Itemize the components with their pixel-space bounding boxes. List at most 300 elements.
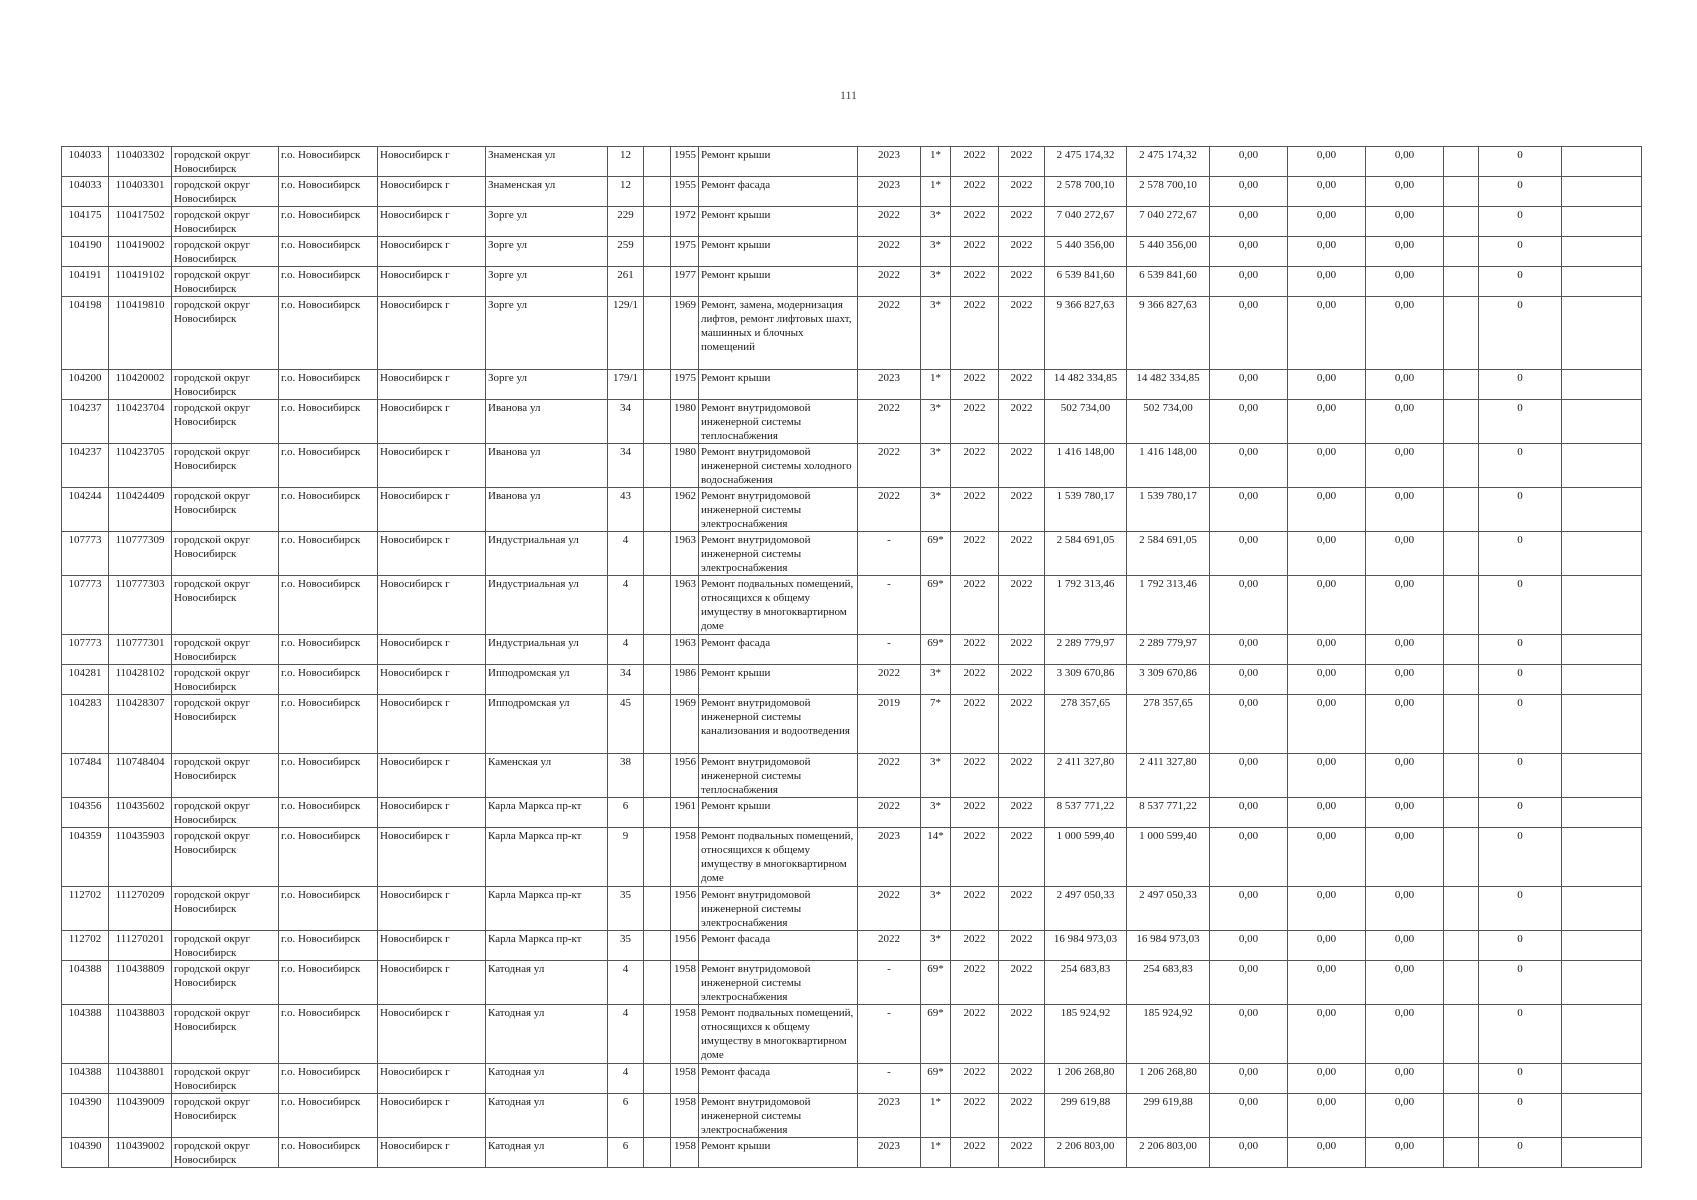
- cell-municipality: городской округ Новосибирск: [172, 237, 279, 267]
- cell-previous-year: 2022: [858, 931, 921, 961]
- cell-amount-3: 0,00: [1366, 1094, 1444, 1138]
- cell-amount-3: 0,00: [1366, 665, 1444, 695]
- cell-plan-year-from: 2022: [951, 297, 999, 370]
- cell-year-built: 1980: [671, 444, 699, 488]
- cell-street: Зорге ул: [486, 297, 608, 370]
- table-row: [62, 754, 1642, 798]
- cell-cost-total: 2 411 327,80: [1045, 754, 1127, 798]
- cell-building: [644, 576, 671, 635]
- cell-street: Карла Маркса пр-кт: [486, 887, 608, 931]
- cell-reason-code: 1*: [921, 1094, 951, 1138]
- cell-municipal-entity: г.о. Новосибирск: [279, 177, 378, 207]
- table-row: [62, 444, 1642, 488]
- cell-building: [644, 635, 671, 665]
- cell-year-built: 1986: [671, 665, 699, 695]
- cell-municipality: городской округ Новосибирск: [172, 444, 279, 488]
- cell-reason-code: 69*: [921, 1064, 951, 1094]
- cell-plan-year-from: 2022: [951, 665, 999, 695]
- cell-house-number: 12: [608, 177, 644, 207]
- table-row: [62, 532, 1642, 576]
- cell-plan-year-to: 2022: [999, 207, 1045, 237]
- cell-amount-3: 0,00: [1366, 931, 1444, 961]
- cell-object-id: 104244: [62, 488, 109, 532]
- cell-city: Новосибирск г: [378, 267, 486, 297]
- cell-amount-3: 0,00: [1366, 695, 1444, 754]
- cell-amount-5: 0: [1479, 1138, 1562, 1168]
- cell-city: Новосибирск г: [378, 147, 486, 177]
- cell-plan-year-to: 2022: [999, 635, 1045, 665]
- cell-year-built: 1958: [671, 1005, 699, 1064]
- cell-house-number: 4: [608, 532, 644, 576]
- cell-amount-6: [1562, 1138, 1642, 1168]
- cell-building: [644, 1138, 671, 1168]
- cell-amount-2: 0,00: [1288, 532, 1366, 576]
- cell-cost-fund: 5 440 356,00: [1127, 237, 1210, 267]
- cell-cost-fund: 1 792 313,46: [1127, 576, 1210, 635]
- cell-amount-3: 0,00: [1366, 576, 1444, 635]
- cell-plan-year-from: 2022: [951, 444, 999, 488]
- cell-cost-total: 1 206 268,80: [1045, 1064, 1127, 1094]
- cell-city: Новосибирск г: [378, 665, 486, 695]
- cell-previous-year: 2022: [858, 665, 921, 695]
- cell-municipal-entity: г.о. Новосибирск: [279, 1005, 378, 1064]
- cell-amount-4: [1444, 488, 1479, 532]
- cell-building: [644, 297, 671, 370]
- cell-house-number: 4: [608, 1005, 644, 1064]
- cell-building: [644, 400, 671, 444]
- cell-amount-6: [1562, 828, 1642, 887]
- cell-cost-total: 1 539 780,17: [1045, 488, 1127, 532]
- cell-year-built: 1963: [671, 635, 699, 665]
- cell-municipal-entity: г.о. Новосибирск: [279, 400, 378, 444]
- cell-plan-year-to: 2022: [999, 754, 1045, 798]
- cell-year-built: 1969: [671, 297, 699, 370]
- cell-year-built: 1975: [671, 237, 699, 267]
- cell-plan-year-from: 2022: [951, 754, 999, 798]
- cell-amount-2: 0,00: [1288, 665, 1366, 695]
- cell-street: Зорге ул: [486, 267, 608, 297]
- cell-work-code: 110777309: [109, 532, 172, 576]
- cell-amount-2: 0,00: [1288, 1138, 1366, 1168]
- cell-house-number: 43: [608, 488, 644, 532]
- cell-work-type: Ремонт фасада: [699, 1064, 858, 1094]
- cell-work-type: Ремонт фасада: [699, 177, 858, 207]
- cell-amount-4: [1444, 237, 1479, 267]
- cell-city: Новосибирск г: [378, 370, 486, 400]
- cell-building: [644, 1005, 671, 1064]
- cell-amount-2: 0,00: [1288, 961, 1366, 1005]
- cell-amount-3: 0,00: [1366, 532, 1444, 576]
- cell-work-type: Ремонт внутридомовой инженерной системы электроснабжения: [699, 961, 858, 1005]
- cell-street: Катодная ул: [486, 1094, 608, 1138]
- cell-municipality: городской округ Новосибирск: [172, 177, 279, 207]
- cell-previous-year: -: [858, 532, 921, 576]
- cell-municipal-entity: г.о. Новосибирск: [279, 444, 378, 488]
- cell-amount-5: 0: [1479, 237, 1562, 267]
- table-body: [62, 147, 1642, 1168]
- cell-plan-year-to: 2022: [999, 267, 1045, 297]
- cell-cost-fund: 8 537 771,22: [1127, 798, 1210, 828]
- cell-amount-1: 0,00: [1210, 961, 1288, 1005]
- cell-municipality: городской округ Новосибирск: [172, 1094, 279, 1138]
- cell-building: [644, 828, 671, 887]
- cell-year-built: 1961: [671, 798, 699, 828]
- cell-work-type: Ремонт внутридомовой инженерной системы электроснабжения: [699, 1094, 858, 1138]
- cell-plan-year-to: 2022: [999, 1094, 1045, 1138]
- cell-previous-year: -: [858, 961, 921, 1005]
- cell-municipality: городской округ Новосибирск: [172, 400, 279, 444]
- cell-work-code: 110417502: [109, 207, 172, 237]
- cell-work-type: Ремонт крыши: [699, 665, 858, 695]
- cell-amount-5: 0: [1479, 1005, 1562, 1064]
- cell-object-id: 104388: [62, 1005, 109, 1064]
- cell-amount-1: 0,00: [1210, 237, 1288, 267]
- cell-amount-5: 0: [1479, 1094, 1562, 1138]
- cell-street: Карла Маркса пр-кт: [486, 828, 608, 887]
- cell-cost-fund: 278 357,65: [1127, 695, 1210, 754]
- cell-amount-3: 0,00: [1366, 237, 1444, 267]
- cell-cost-total: 6 539 841,60: [1045, 267, 1127, 297]
- cell-municipal-entity: г.о. Новосибирск: [279, 267, 378, 297]
- cell-reason-code: 1*: [921, 177, 951, 207]
- cell-amount-1: 0,00: [1210, 532, 1288, 576]
- cell-amount-6: [1562, 400, 1642, 444]
- cell-reason-code: 3*: [921, 400, 951, 444]
- cell-previous-year: -: [858, 576, 921, 635]
- table-row: [62, 1138, 1642, 1168]
- cell-amount-1: 0,00: [1210, 400, 1288, 444]
- table-row: [62, 370, 1642, 400]
- cell-house-number: 4: [608, 1064, 644, 1094]
- cell-building: [644, 798, 671, 828]
- cell-street: Карла Маркса пр-кт: [486, 798, 608, 828]
- cell-reason-code: 3*: [921, 444, 951, 488]
- cell-plan-year-to: 2022: [999, 297, 1045, 370]
- cell-amount-6: [1562, 532, 1642, 576]
- cell-amount-3: 0,00: [1366, 370, 1444, 400]
- table-row: [62, 931, 1642, 961]
- cell-amount-6: [1562, 297, 1642, 370]
- cell-municipal-entity: г.о. Новосибирск: [279, 237, 378, 267]
- cell-street: Ипподромская ул: [486, 665, 608, 695]
- cell-building: [644, 1064, 671, 1094]
- cell-plan-year-from: 2022: [951, 1005, 999, 1064]
- cell-amount-1: 0,00: [1210, 931, 1288, 961]
- cell-year-built: 1958: [671, 828, 699, 887]
- cell-plan-year-to: 2022: [999, 400, 1045, 444]
- cell-house-number: 6: [608, 1094, 644, 1138]
- cell-amount-3: 0,00: [1366, 828, 1444, 887]
- cell-previous-year: -: [858, 1005, 921, 1064]
- cell-amount-6: [1562, 177, 1642, 207]
- cell-city: Новосибирск г: [378, 798, 486, 828]
- cell-amount-3: 0,00: [1366, 147, 1444, 177]
- cell-amount-2: 0,00: [1288, 635, 1366, 665]
- cell-building: [644, 488, 671, 532]
- table-row: [62, 576, 1642, 635]
- cell-amount-6: [1562, 961, 1642, 1005]
- table-row: [62, 207, 1642, 237]
- cell-object-id: 112702: [62, 931, 109, 961]
- cell-object-id: 107484: [62, 754, 109, 798]
- cell-street: Знаменская ул: [486, 147, 608, 177]
- cell-municipality: городской округ Новосибирск: [172, 635, 279, 665]
- cell-house-number: 129/1: [608, 297, 644, 370]
- cell-municipality: городской округ Новосибирск: [172, 961, 279, 1005]
- cell-reason-code: 3*: [921, 931, 951, 961]
- cell-work-type: Ремонт фасада: [699, 635, 858, 665]
- cell-object-id: 104175: [62, 207, 109, 237]
- cell-plan-year-from: 2022: [951, 1094, 999, 1138]
- cell-work-type: Ремонт крыши: [699, 147, 858, 177]
- cell-amount-6: [1562, 1005, 1642, 1064]
- cell-previous-year: 2022: [858, 488, 921, 532]
- cell-municipality: городской округ Новосибирск: [172, 1064, 279, 1094]
- cell-municipal-entity: г.о. Новосибирск: [279, 828, 378, 887]
- cell-city: Новосибирск г: [378, 961, 486, 1005]
- cell-house-number: 261: [608, 267, 644, 297]
- cell-plan-year-to: 2022: [999, 177, 1045, 207]
- cell-city: Новосибирск г: [378, 207, 486, 237]
- cell-municipal-entity: г.о. Новосибирск: [279, 961, 378, 1005]
- cell-amount-2: 0,00: [1288, 267, 1366, 297]
- cell-amount-5: 0: [1479, 297, 1562, 370]
- cell-plan-year-from: 2022: [951, 798, 999, 828]
- cell-plan-year-from: 2022: [951, 887, 999, 931]
- cell-year-built: 1977: [671, 267, 699, 297]
- cell-building: [644, 754, 671, 798]
- cell-work-type: Ремонт крыши: [699, 207, 858, 237]
- cell-amount-6: [1562, 635, 1642, 665]
- cell-plan-year-from: 2022: [951, 237, 999, 267]
- cell-city: Новосибирск г: [378, 297, 486, 370]
- cell-plan-year-from: 2022: [951, 488, 999, 532]
- cell-year-built: 1956: [671, 887, 699, 931]
- cell-year-built: 1955: [671, 147, 699, 177]
- cell-house-number: 34: [608, 665, 644, 695]
- cell-plan-year-from: 2022: [951, 635, 999, 665]
- cell-plan-year-from: 2022: [951, 400, 999, 444]
- cell-plan-year-to: 2022: [999, 1005, 1045, 1064]
- cell-city: Новосибирск г: [378, 444, 486, 488]
- cell-amount-6: [1562, 267, 1642, 297]
- cell-previous-year: 2022: [858, 754, 921, 798]
- cell-amount-4: [1444, 1005, 1479, 1064]
- cell-building: [644, 887, 671, 931]
- cell-amount-6: [1562, 1064, 1642, 1094]
- cell-amount-5: 0: [1479, 444, 1562, 488]
- cell-amount-6: [1562, 754, 1642, 798]
- cell-amount-1: 0,00: [1210, 754, 1288, 798]
- cell-previous-year: 2023: [858, 177, 921, 207]
- cell-amount-4: [1444, 1138, 1479, 1168]
- cell-street: Иванова ул: [486, 400, 608, 444]
- cell-previous-year: 2022: [858, 400, 921, 444]
- cell-amount-1: 0,00: [1210, 444, 1288, 488]
- cell-work-type: Ремонт внутридомовой инженерной системы электроснабжения: [699, 488, 858, 532]
- cell-year-built: 1972: [671, 207, 699, 237]
- cell-plan-year-from: 2022: [951, 828, 999, 887]
- cell-work-code: 110439002: [109, 1138, 172, 1168]
- cell-cost-total: 2 584 691,05: [1045, 532, 1127, 576]
- cell-object-id: 104281: [62, 665, 109, 695]
- cell-amount-1: 0,00: [1210, 695, 1288, 754]
- cell-previous-year: 2019: [858, 695, 921, 754]
- cell-object-id: 104190: [62, 237, 109, 267]
- cell-municipality: городской округ Новосибирск: [172, 695, 279, 754]
- cell-municipality: городской округ Новосибирск: [172, 207, 279, 237]
- cell-cost-total: 1 792 313,46: [1045, 576, 1127, 635]
- cell-reason-code: 3*: [921, 798, 951, 828]
- cell-house-number: 4: [608, 576, 644, 635]
- cell-cost-fund: 254 683,83: [1127, 961, 1210, 1005]
- cell-plan-year-to: 2022: [999, 576, 1045, 635]
- cell-work-code: 110403302: [109, 147, 172, 177]
- cell-year-built: 1980: [671, 400, 699, 444]
- cell-work-code: 110403301: [109, 177, 172, 207]
- table-row: [62, 961, 1642, 1005]
- cell-object-id: 104198: [62, 297, 109, 370]
- cell-amount-1: 0,00: [1210, 798, 1288, 828]
- cell-work-type: Ремонт фасада: [699, 931, 858, 961]
- cell-amount-6: [1562, 665, 1642, 695]
- cell-amount-4: [1444, 400, 1479, 444]
- cell-plan-year-from: 2022: [951, 267, 999, 297]
- cell-amount-1: 0,00: [1210, 1094, 1288, 1138]
- cell-reason-code: 3*: [921, 488, 951, 532]
- cell-building: [644, 961, 671, 1005]
- cell-work-code: 110428102: [109, 665, 172, 695]
- cell-municipal-entity: г.о. Новосибирск: [279, 1138, 378, 1168]
- cell-year-built: 1958: [671, 1064, 699, 1094]
- cell-amount-2: 0,00: [1288, 1064, 1366, 1094]
- cell-amount-1: 0,00: [1210, 488, 1288, 532]
- cell-previous-year: 2022: [858, 297, 921, 370]
- cell-cost-fund: 1 539 780,17: [1127, 488, 1210, 532]
- cell-cost-total: 1 000 599,40: [1045, 828, 1127, 887]
- cell-cost-total: 2 289 779,97: [1045, 635, 1127, 665]
- cell-amount-4: [1444, 444, 1479, 488]
- cell-city: Новосибирск г: [378, 1138, 486, 1168]
- page-number: 111: [839, 88, 858, 102]
- cell-plan-year-to: 2022: [999, 887, 1045, 931]
- cell-year-built: 1956: [671, 931, 699, 961]
- cell-amount-1: 0,00: [1210, 370, 1288, 400]
- cell-municipality: городской округ Новосибирск: [172, 828, 279, 887]
- cell-amount-2: 0,00: [1288, 207, 1366, 237]
- cell-object-id: 107773: [62, 635, 109, 665]
- cell-amount-4: [1444, 297, 1479, 370]
- cell-cost-fund: 502 734,00: [1127, 400, 1210, 444]
- cell-street: Ипподромская ул: [486, 695, 608, 754]
- cell-amount-4: [1444, 1064, 1479, 1094]
- cell-object-id: 104237: [62, 444, 109, 488]
- cell-cost-fund: 2 289 779,97: [1127, 635, 1210, 665]
- cell-cost-total: 2 206 803,00: [1045, 1138, 1127, 1168]
- cell-house-number: 35: [608, 931, 644, 961]
- cell-amount-2: 0,00: [1288, 370, 1366, 400]
- cell-object-id: 104033: [62, 147, 109, 177]
- cell-work-code: 110423705: [109, 444, 172, 488]
- cell-amount-4: [1444, 177, 1479, 207]
- cell-city: Новосибирск г: [378, 931, 486, 961]
- cell-amount-6: [1562, 147, 1642, 177]
- cell-amount-5: 0: [1479, 147, 1562, 177]
- cell-reason-code: 3*: [921, 887, 951, 931]
- cell-cost-fund: 2 411 327,80: [1127, 754, 1210, 798]
- cell-work-type: Ремонт крыши: [699, 798, 858, 828]
- cell-work-type: Ремонт внутридомовой инженерной системы канализования и водоотведения: [699, 695, 858, 754]
- cell-amount-5: 0: [1479, 267, 1562, 297]
- cell-year-built: 1963: [671, 532, 699, 576]
- cell-cost-total: 1 416 148,00: [1045, 444, 1127, 488]
- cell-cost-fund: 7 040 272,67: [1127, 207, 1210, 237]
- cell-plan-year-to: 2022: [999, 532, 1045, 576]
- cell-cost-fund: 185 924,92: [1127, 1005, 1210, 1064]
- cell-plan-year-to: 2022: [999, 147, 1045, 177]
- cell-city: Новосибирск г: [378, 1064, 486, 1094]
- cell-amount-2: 0,00: [1288, 177, 1366, 207]
- cell-reason-code: 1*: [921, 370, 951, 400]
- cell-cost-fund: 2 578 700,10: [1127, 177, 1210, 207]
- cell-amount-4: [1444, 887, 1479, 931]
- cell-work-type: Ремонт внутридомовой инженерной системы теплоснабжения: [699, 754, 858, 798]
- cell-amount-4: [1444, 207, 1479, 237]
- cell-reason-code: 69*: [921, 961, 951, 1005]
- cell-work-type: Ремонт внутридомовой инженерной системы электроснабжения: [699, 532, 858, 576]
- cell-year-built: 1963: [671, 576, 699, 635]
- cell-amount-2: 0,00: [1288, 576, 1366, 635]
- cell-amount-1: 0,00: [1210, 828, 1288, 887]
- cell-object-id: 104200: [62, 370, 109, 400]
- cell-amount-5: 0: [1479, 207, 1562, 237]
- cell-year-built: 1955: [671, 177, 699, 207]
- cell-cost-fund: 9 366 827,63: [1127, 297, 1210, 370]
- cell-amount-5: 0: [1479, 961, 1562, 1005]
- cell-house-number: 12: [608, 147, 644, 177]
- cell-work-type: Ремонт подвальных помещений, относящихся к общему имуществу в многоквартирном доме: [699, 828, 858, 887]
- table-row: [62, 147, 1642, 177]
- cell-plan-year-from: 2022: [951, 370, 999, 400]
- cell-house-number: 34: [608, 400, 644, 444]
- cell-previous-year: 2023: [858, 1138, 921, 1168]
- cell-reason-code: 69*: [921, 635, 951, 665]
- table-row: [62, 828, 1642, 887]
- cell-work-type: Ремонт, замена, модернизация лифтов, ремонт лифтовых шахт, машинных и блочных помещений: [699, 297, 858, 370]
- cell-building: [644, 237, 671, 267]
- cell-work-code: 111270201: [109, 931, 172, 961]
- cell-plan-year-from: 2022: [951, 931, 999, 961]
- cell-house-number: 229: [608, 207, 644, 237]
- cell-amount-3: 0,00: [1366, 1138, 1444, 1168]
- cell-reason-code: 3*: [921, 267, 951, 297]
- cell-reason-code: 1*: [921, 1138, 951, 1168]
- cell-plan-year-to: 2022: [999, 961, 1045, 1005]
- cell-amount-2: 0,00: [1288, 444, 1366, 488]
- cell-year-built: 1956: [671, 754, 699, 798]
- cell-amount-4: [1444, 695, 1479, 754]
- cell-work-code: 110419002: [109, 237, 172, 267]
- cell-municipality: городской округ Новосибирск: [172, 370, 279, 400]
- cell-reason-code: 3*: [921, 665, 951, 695]
- cell-plan-year-from: 2022: [951, 207, 999, 237]
- cell-plan-year-from: 2022: [951, 1138, 999, 1168]
- table-row: [62, 400, 1642, 444]
- cell-amount-5: 0: [1479, 887, 1562, 931]
- cell-reason-code: 3*: [921, 207, 951, 237]
- cell-year-built: 1969: [671, 695, 699, 754]
- cell-plan-year-from: 2022: [951, 695, 999, 754]
